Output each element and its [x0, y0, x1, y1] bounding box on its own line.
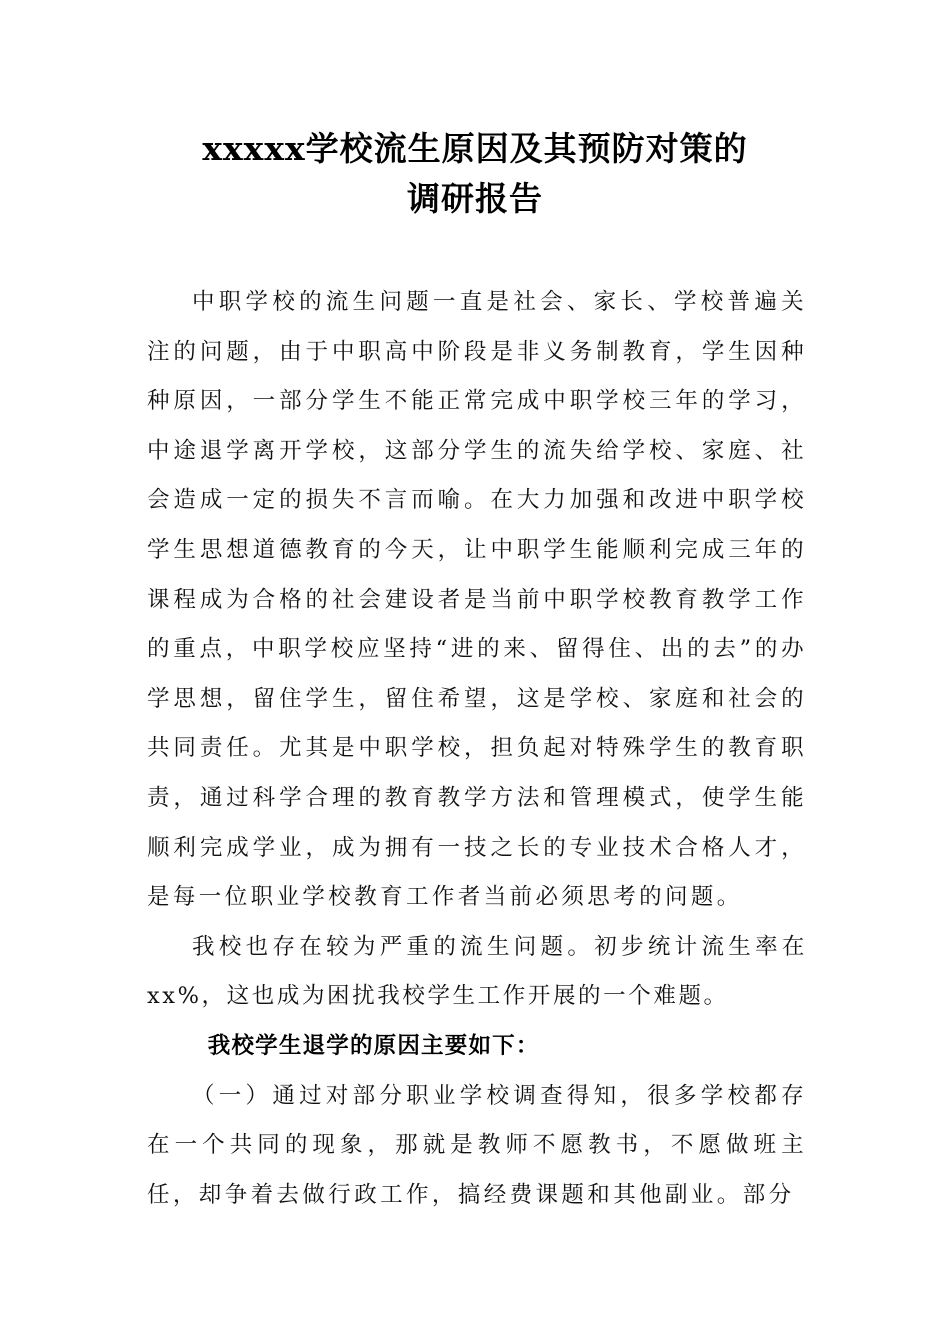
title-line-2: 调研报告	[407, 179, 543, 218]
document-title	[0, 124, 950, 224]
document-body	[147, 278, 807, 1220]
dropout-rate-paragraph: 我校也存在较为严重的流生问题。初步统计流生率在xx%，这也成为困扰我校学生工作开展的一个难题。	[147, 933, 807, 1010]
title-line-1: xxxxx学校流生原因及其预防对策的	[202, 129, 748, 168]
reason-one-paragraph: （一）通过对部分职业学校调查得知，很多学校都存在一个共同的现象，那就是教师不愿教书，不愿做班主任，却争着去做行政工作，搞经费课题和其他副业。部分	[147, 1082, 807, 1208]
intro-paragraph: 中职学校的流生问题一直是社会、家长、学校普遍关注的问题，由于中职高中阶段是非义务制教育，学生因种种原因，一部分学生不能正常完成中职学校三年的学习，中途退学离开学校，这部分学生的流失给学校、家庭、社会造成一定的损失不言而喻。在大力加强和改进中职学校学生思想道德教育的今天，让中职学生能顺利完成三年的课程成为合格的社会建设者是当前中职学校教育教学工作的重点，中职学校应坚持“进的来、留得住、出的去”的办学思想，留住学生，留住希望，这是学校、家庭和社会的共同责任。尤其是中职学校，担负起对特殊学生的教育职责，通过科学合理的教育教学方法和管理模式，使学生能顺利完成学业，成为拥有一技之长的专业技术合格人才，是每一位职业学校教育工作者当前必须思考的问题。	[147, 289, 807, 911]
section-heading: 我校学生退学的原因主要如下：	[207, 1032, 540, 1059]
